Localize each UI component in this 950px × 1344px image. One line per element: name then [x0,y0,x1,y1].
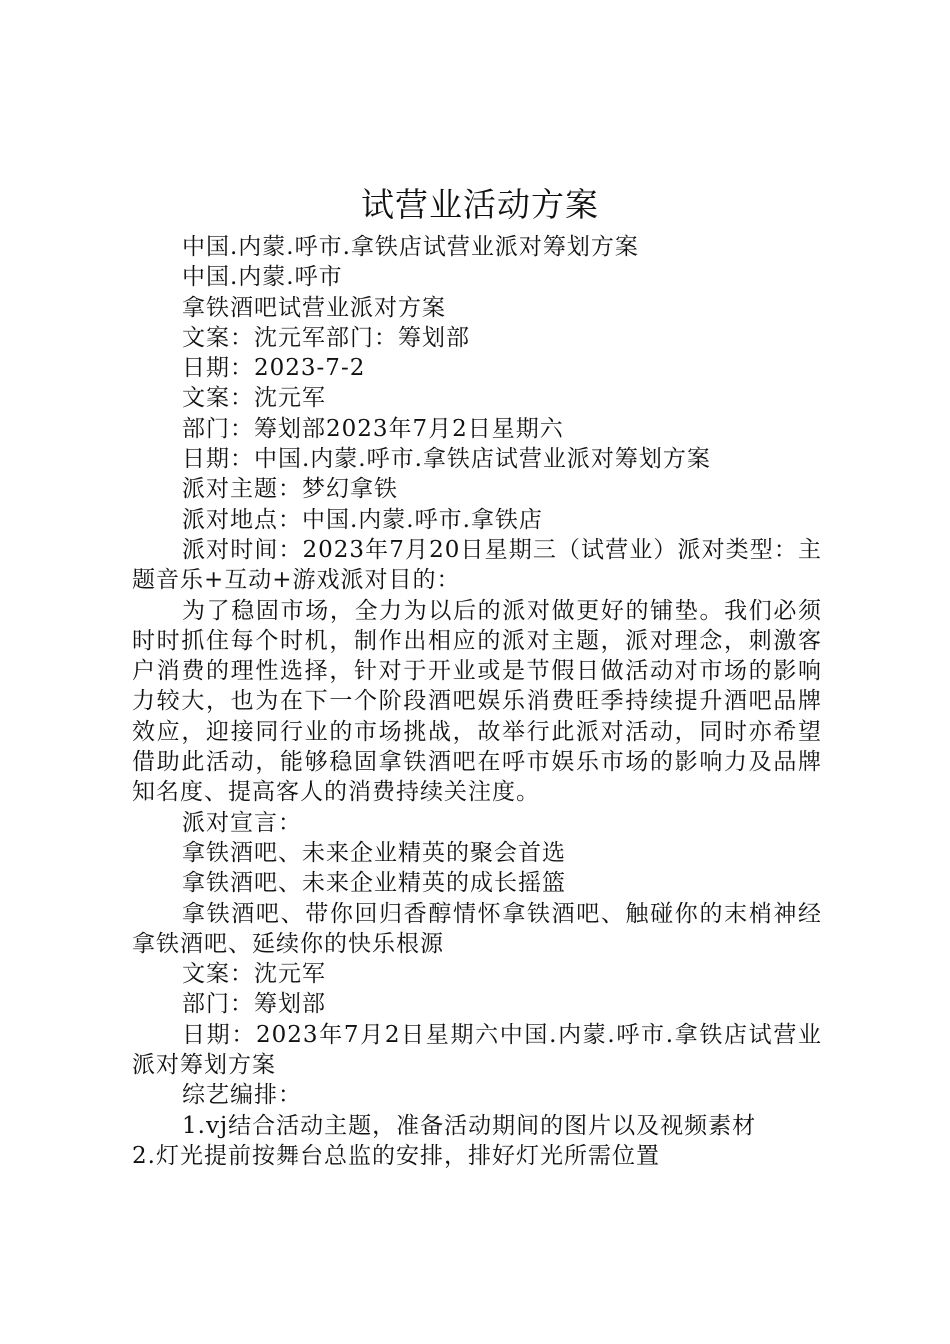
paragraph: 拿铁酒吧、未来企业精英的聚会首选 [182,839,566,866]
paragraph: 日期：2023年7月2日星期六中国.内蒙.呼市.拿铁店试营业派对筹划方案 [132,1021,822,1079]
paragraph: 中国.内蒙.呼市 [182,264,343,291]
paragraph: 派对地点：中国.内蒙.呼市.拿铁店 [182,506,543,533]
paragraph: 文案：沈元军 [182,385,326,412]
paragraph: 综艺编排： [182,1082,302,1109]
paragraph: 拿铁酒吧试营业派对方案 [182,294,446,321]
paragraph: 为了稳固市场，全力为以后的派对做更好的铺垫。我们必须时时抓住每个时机，制作出相应的派对主题，派对理念，刺激客户消费的理性选择，针对于开业或是节假日做活动对市场的影响力较大，也为在下一个阶段酒吧娱乐消费旺季持续提升酒吧品牌效应，迎接同行业的市场挑战，故举行此派对活动，同时亦希望借助此活动，能够稳固拿铁酒吧在呼市娱乐市场的影响力及品牌知名度、提高客人的消费持续关注度。 [132,597,822,806]
paragraph: 派对宣言： [182,809,302,836]
paragraph: 日期：2023-7-2 [182,355,366,382]
paragraph: 文案：沈元军 [182,961,326,988]
paragraph: 2.灯光提前按舞台总监的安排，排好灯光所需位置 [132,1142,660,1169]
paragraph: 日期：中国.内蒙.呼市.拿铁店试营业派对筹划方案 [182,446,711,473]
paragraph: 1.vj结合活动主题，准备活动期间的图片以及视频素材 [182,1112,757,1139]
document-body [132,232,822,1171]
document-title: 试营业活动方案 [361,185,599,224]
paragraph: 拿铁酒吧、未来企业精英的成长摇篮 [182,870,566,897]
paragraph: 派对时间：2023年7月20日星期三（试营业）派对类型：主题音乐+互动+游戏派对目的： [132,536,822,594]
paragraph: 部门：筹划部2023年7月2日星期六 [182,415,564,442]
paragraph: 中国.内蒙.呼市.拿铁店试营业派对筹划方案 [182,234,639,260]
paragraph: 文案：沈元军部门：筹划部 [182,324,470,351]
paragraph: 派对主题：梦幻拿铁 [182,476,398,503]
paragraph: 拿铁酒吧、带你回归香醇情怀拿铁酒吧、触碰你的末梢神经拿铁酒吧、延续你的快乐根源 [132,900,822,957]
paragraph: 部门：筹划部 [182,991,326,1018]
